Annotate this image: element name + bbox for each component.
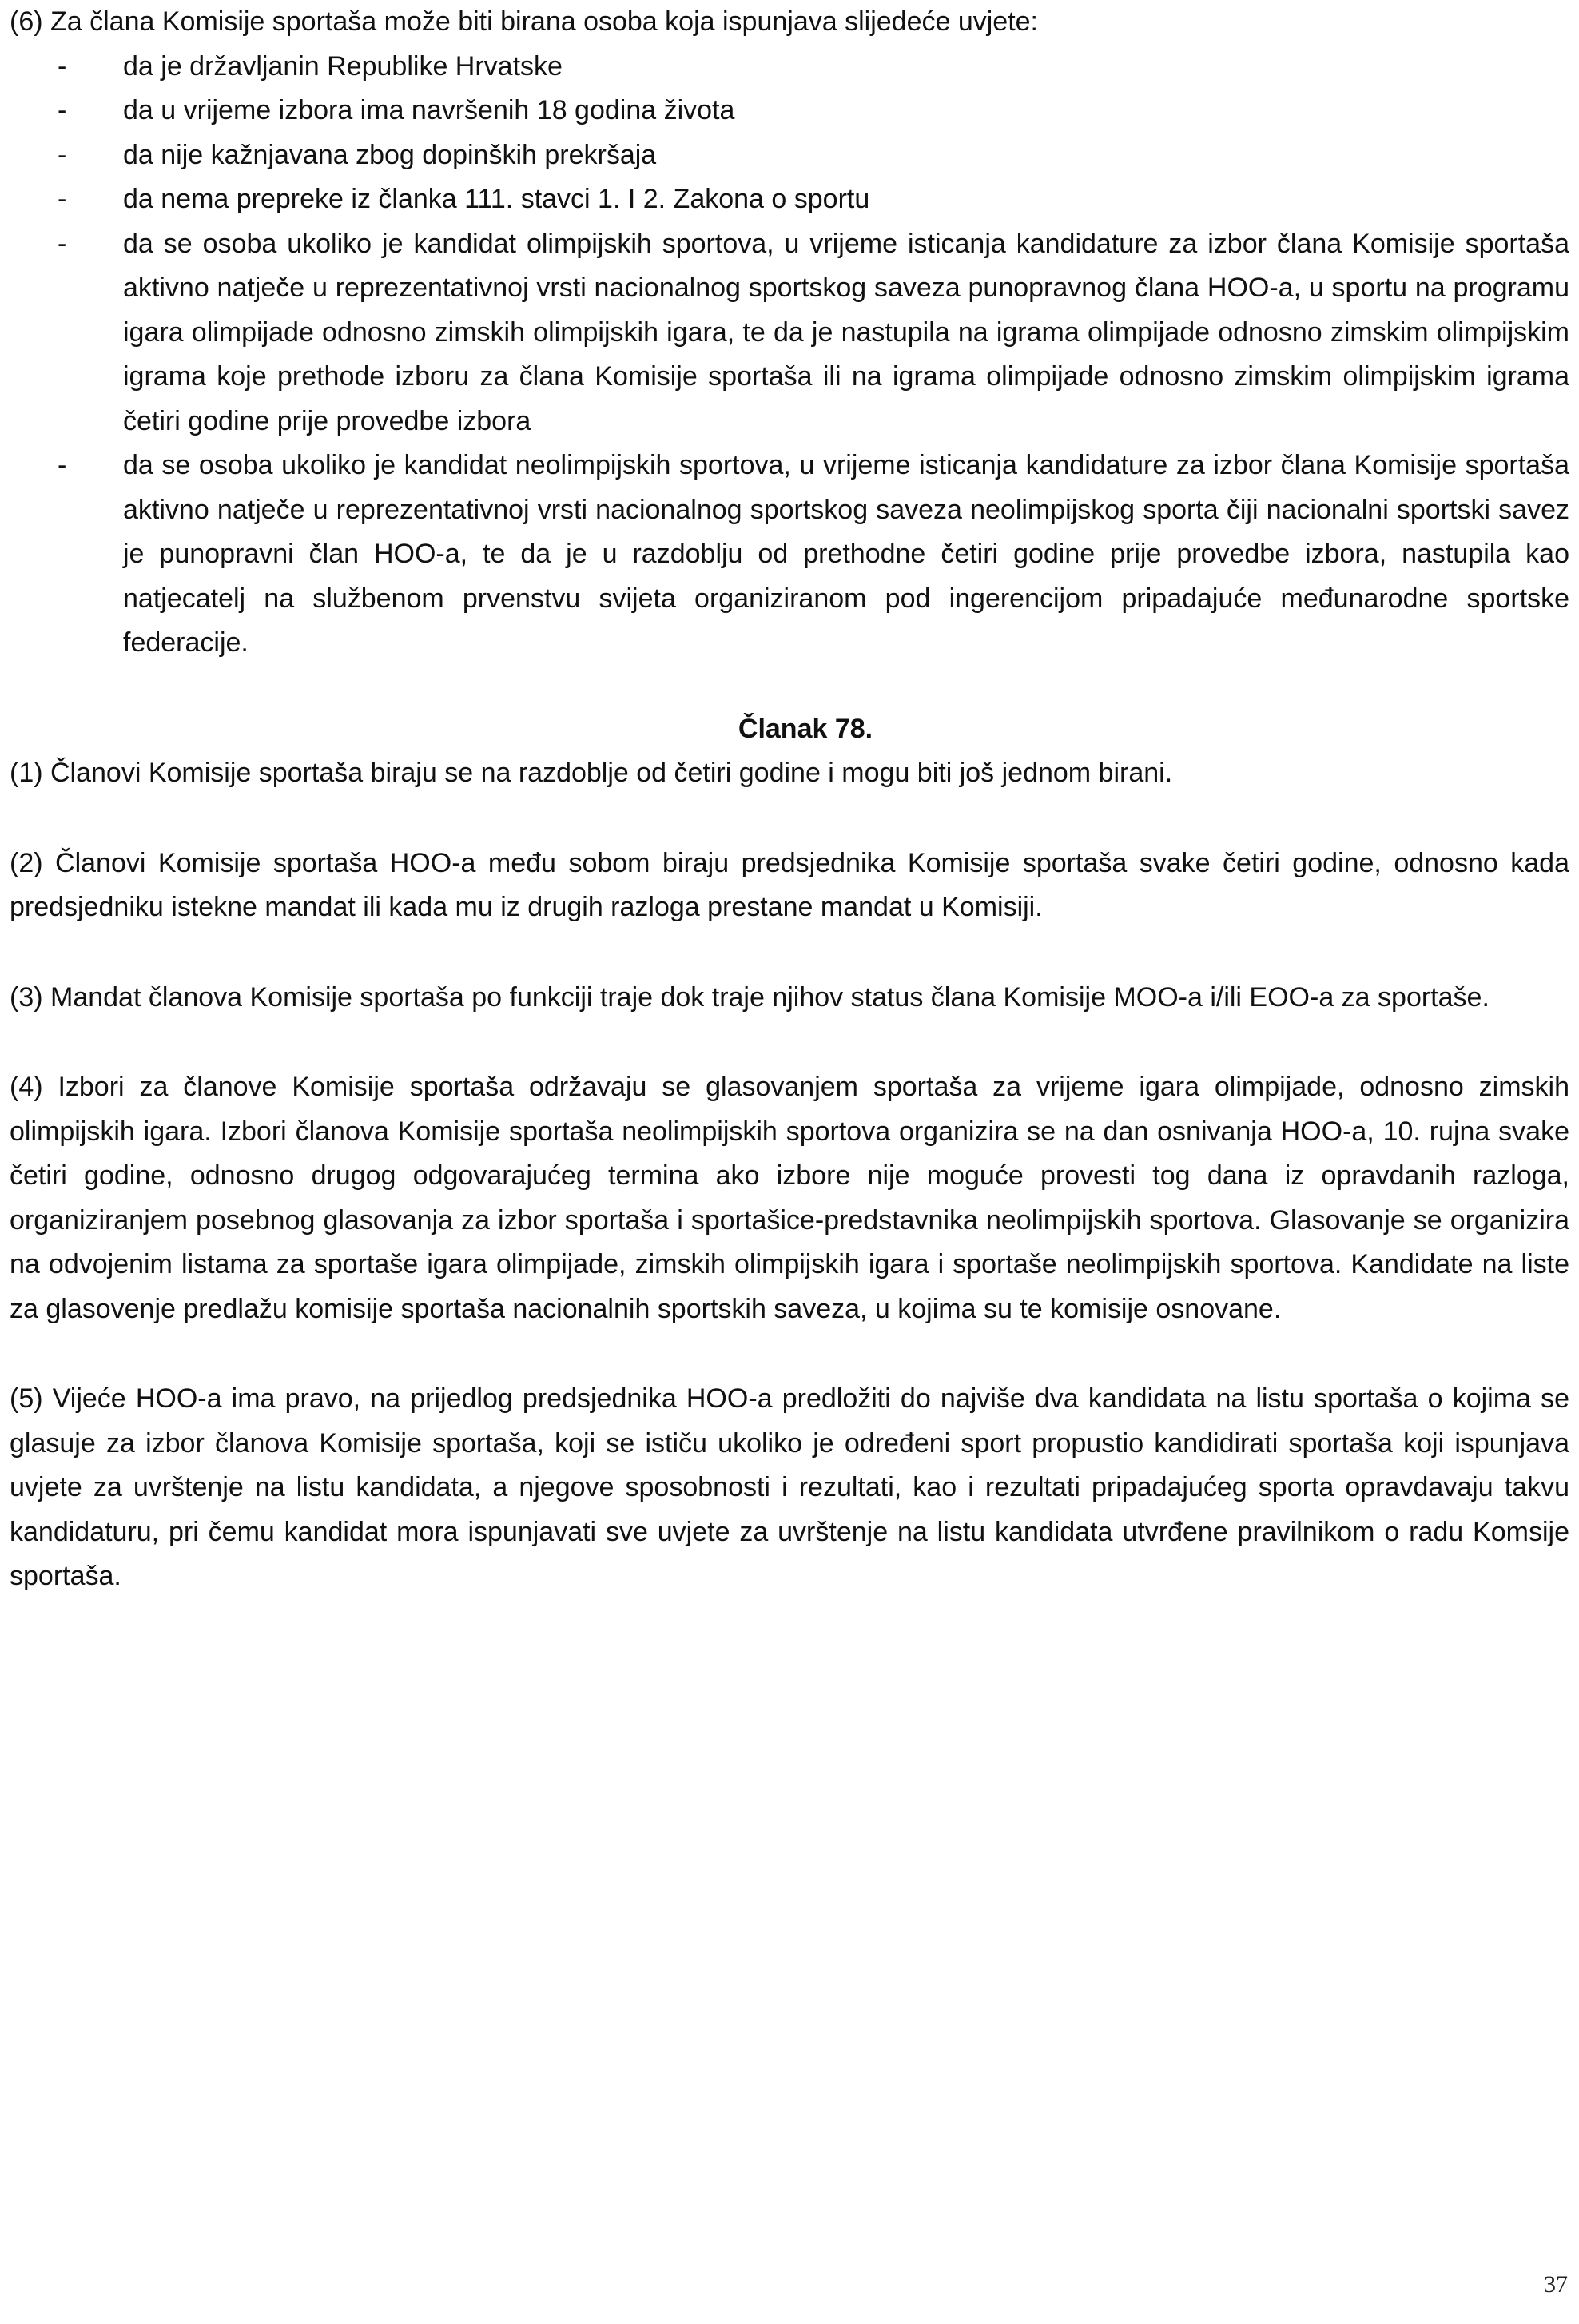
requirement-text: da nije kažnjavana zbog dopinških prekršaja bbox=[123, 139, 657, 170]
requirement-item bbox=[10, 177, 1569, 222]
requirement-text: da je državljanin Republike Hrvatske bbox=[123, 50, 563, 82]
list-dash: - bbox=[58, 228, 67, 259]
requirements-list bbox=[10, 45, 1569, 666]
requirement-item bbox=[10, 133, 1569, 178]
article-78-heading: Članak 78. bbox=[738, 713, 873, 744]
requirement-item bbox=[10, 89, 1569, 133]
requirement-item bbox=[10, 444, 1569, 666]
article-78-paragraph-5: (5) Vijeće HOO-a ima pravo, na prijedlog predsjednika HOO-a predložiti do najviše dva kandidata na listu sportaša o kojima se glasuje za izbor članova Komisije sportaša, koji se ističu ukoliko je određeni sport propustio kandidirati sportaša koji ispunjava uvjete za uvrštenje na listu kandidata, a njegove sposobnosti i rezultati, kao i rezultati pripadajućeg sporta opravdavaju takvu kandidaturu, pri čemu kandidat mora ispunjavati sve uvjete za uvrštenje na listu kandidata utvrđene pravilnikom o radu Komsije sportaša. bbox=[10, 1383, 1569, 1591]
list-dash: - bbox=[58, 184, 67, 214]
requirement-text: da u vrijeme izbora ima navršenih 18 godina života bbox=[123, 95, 735, 125]
list-dash: - bbox=[58, 95, 67, 125]
list-dash: - bbox=[58, 139, 67, 170]
document-page bbox=[10, 0, 1569, 1599]
list-dash: - bbox=[58, 50, 67, 82]
list-dash: - bbox=[58, 450, 67, 480]
article-78-paragraph-3: (3) Mandat članova Komisije sportaša po funkciji traje dok traje njihov status člana Komisije MOO-a i/ili EOO-a za sportaše. bbox=[10, 981, 1490, 1013]
article-78-paragraph-1: (1) Članovi Komisije sportaša biraju se na razdoblje od četiri godine i mogu biti još jednom birani. bbox=[10, 758, 1173, 788]
requirement-text: da se osoba ukoliko je kandidat neolimpijskih sportova, u vrijeme isticanja kandidature za izbor člana Komisije sportaša aktivno natječe u reprezentativnoj vrsti nacionalnog sportskog saveza neolimpijskog sporta čiji nacionalni sportski savez je punopravni član HOO-a, te da je u razdoblju od prethodne četiri godine prije provedbe izbora, nastupila kao natjecatelj na službenom prvenstvu svijeta organiziranom pod ingerencijom pripadajuće međunarodne sportske federacije. bbox=[123, 450, 1569, 658]
requirement-item bbox=[10, 45, 1569, 90]
article-78-paragraph-4: (4) Izbori za članove Komisije sportaša održavaju se glasovanjem sportaša za vrijeme igara olimpijade, odnosno zimskih olimpijskih igara. Izbori članova Komisije sportaša neolimpijskih sportova organizira se na dan osnivanja HOO-a, 10. rujna svake četiri godine, odnosno drugog odgovarajućeg termina ako izbore nije moguće provesti tog dana iz opravdanih razloga, organiziranjem posebnog glasovanja za izbor sportaša i sportašice-predstavnika neolimpijskih sportova. Glasovanje se organizira na odvojenim listama za sportaše igara olimpijade, zimskih olimpijskih igara i sportaše neolimpijskih sportova. Kandidate na liste za glasovenje predlažu komisije sportaša nacionalnih sportskih saveza, u kojima su te komisije osnovane. bbox=[10, 1072, 1569, 1324]
requirement-text: da se osoba ukoliko je kandidat olimpijskih sportova, u vrijeme isticanja kandidature za izbor člana Komisije sportaša aktivno natječe u reprezentativnoj vrsti nacionalnog sportskog saveza punopravnog člana HOO-a, u sportu na programu igara olimpijade odnosno zimskih olimpijskih igara, te da je nastupila na igrama olimpijade odnosno zimskim olimpijskim igrama koje prethode izboru za člana Komisije sportaša ili na igrama olimpijade odnosno zimskim olimpijskim igrama četiri godine prije provedbe izbora bbox=[123, 228, 1569, 436]
article-78-paragraph-2: (2) Članovi Komisije sportaša HOO-a među sobom biraju predsjednika Komisije sportaša svake četiri godine, odnosno kada predsjedniku istekne mandat ili kada mu iz drugih razloga prestane mandat u Komisiji. bbox=[10, 847, 1569, 922]
requirement-item bbox=[10, 222, 1569, 444]
section-6-intro: (6) Za člana Komisije sportaša može biti birana osoba koja ispunjava slijedeće uvjete: bbox=[10, 6, 1039, 37]
page-number: 37 bbox=[1544, 2271, 1568, 2298]
requirement-text: da nema prepreke iz članka 111. stavci 1. I 2. Zakona o sportu bbox=[123, 184, 870, 214]
